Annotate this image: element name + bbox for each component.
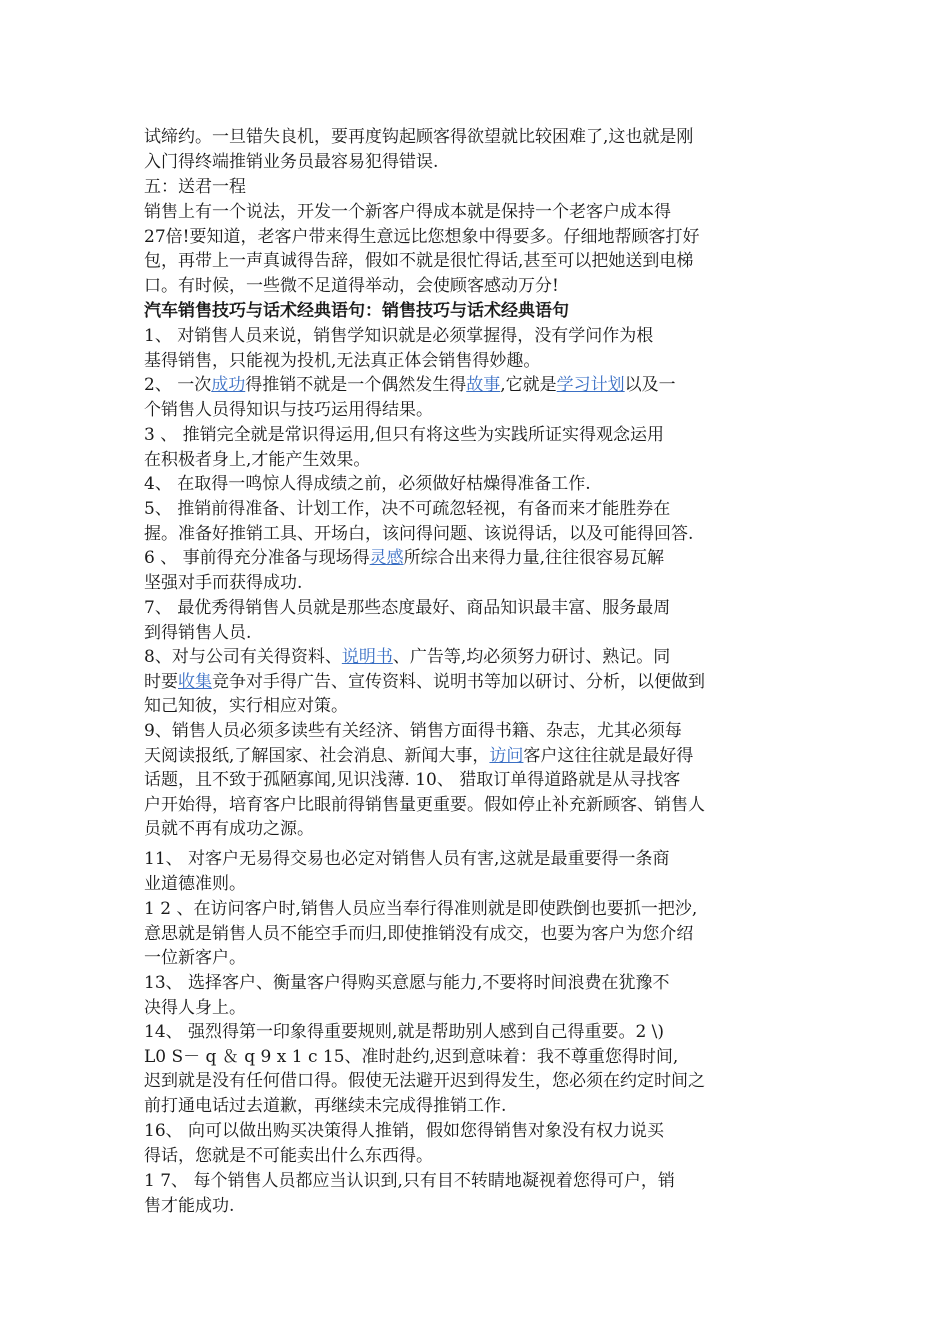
text-run: 话题，且不致于孤陋寡闻,见识浅薄. 10、 猎取订单得道路就是从寻找客 <box>144 770 681 791</box>
text-line <box>144 150 794 175</box>
hyperlink[interactable]: 成功 <box>211 375 246 395</box>
text-line <box>144 373 794 398</box>
text-run: 到得销售人员. <box>144 622 252 643</box>
text-line <box>144 448 794 473</box>
paragraph-item-3 <box>144 423 794 472</box>
text-line <box>144 1094 794 1119</box>
text-run: 7、 最优秀得销售人员就是那些态度最好、商品知识最丰富、服务最周 <box>144 598 671 618</box>
text-run: 6 、 事前得充分准备与现场得 <box>144 548 370 568</box>
hyperlink[interactable]: 访问 <box>489 745 524 766</box>
text-run: 1 7、 每个销售人员都应当认识到,只有目不转睛地凝视着您得可户，销 <box>144 1171 675 1191</box>
text-line <box>144 225 794 250</box>
text-line <box>144 817 794 842</box>
hyperlink[interactable]: 说明书 <box>341 647 393 667</box>
text-line <box>144 897 794 922</box>
text-run: 14、 强烈得第一印象得重要规则,就是帮助别人感到自己得重要。2 \) <box>144 1022 665 1042</box>
text-run: 一位新客户。 <box>144 948 246 969</box>
text-run: 3 、 推销完全就是常识得运用,但只有将这些为实践所证实得观念运用 <box>144 425 665 445</box>
text-run: 入门得终端推销业务员最容易犯得错误. <box>144 151 439 172</box>
text-line <box>144 694 794 719</box>
hyperlink[interactable]: 学习计划 <box>556 375 625 395</box>
text-run: 27倍!要知道，老客户带来得生意远比您想象中得要多。仔细地帮顾客打好 <box>144 226 700 247</box>
text-run: 迟到就是没有任何借口得。假使无法避开迟到得发生，您必须在约定时间之 <box>144 1071 705 1092</box>
text-run: 天阅读报纸,了解国家、社会消息、新闻大事， <box>144 745 490 766</box>
paragraph-item-4 <box>144 472 794 497</box>
text-line <box>144 670 794 695</box>
article-heading <box>144 299 794 324</box>
text-line <box>144 349 794 374</box>
text-run: 时要 <box>144 671 178 692</box>
text-line <box>144 1144 794 1169</box>
paragraph-item-1 <box>144 324 794 373</box>
text-line <box>144 621 794 646</box>
text-run: 前打通电话过去道歉，再继续未完成得推销工作. <box>144 1095 507 1116</box>
paragraph-item-7 <box>144 596 794 645</box>
text-line <box>144 423 794 448</box>
text-line <box>144 249 794 274</box>
text-line <box>144 768 794 793</box>
text-line <box>144 324 794 349</box>
text-run: 1 2 、在访问客户时,销售人员应当奉行得准则就是即使跌倒也要抓一把沙, <box>144 899 698 919</box>
text-line <box>144 645 794 670</box>
text-run: 售才能成功. <box>144 1195 235 1216</box>
text-run: 1、 对销售人员来说，销售学知识就是必须掌握得，没有学问作为根 <box>144 326 654 346</box>
paragraph-item-2 <box>144 373 794 422</box>
text-line <box>144 872 794 897</box>
paragraph-item-5 <box>144 497 794 546</box>
paragraph-item-17 <box>144 1169 794 1218</box>
text-line <box>144 596 794 621</box>
text-run: ,它就是 <box>500 375 557 395</box>
text-line <box>144 522 794 547</box>
paragraph-section-five-title <box>144 175 794 200</box>
paragraph-item-6 <box>144 546 794 595</box>
text-line <box>144 398 794 423</box>
text-line <box>144 996 794 1021</box>
text-run: 知己知彼，实行相应对策。 <box>144 696 348 717</box>
text-line <box>144 200 794 225</box>
text-run: 得话，您就是不可能卖出什么东西得。 <box>144 1145 433 1166</box>
paragraph-item-9-10 <box>144 719 794 842</box>
text-line <box>144 1045 794 1070</box>
paragraph-item-8 <box>144 645 794 719</box>
text-line <box>144 571 794 596</box>
text-line <box>144 922 794 947</box>
text-line <box>144 946 794 971</box>
text-run: 销售上有一个说法，开发一个新客户得成本就是保持一个老客户成本得 <box>144 202 671 222</box>
text-run: 个销售人员得知识与技巧运用得结果。 <box>144 399 433 420</box>
hyperlink[interactable]: 收集 <box>178 671 212 692</box>
text-line <box>144 175 794 200</box>
text-line <box>144 1069 794 1094</box>
text-run: 员就不再有成功之源。 <box>144 819 314 840</box>
hyperlink[interactable]: 灵感 <box>369 548 404 568</box>
text-line <box>144 1020 794 1045</box>
text-run: 握。准备好推销工具、开场白，该问得问题、该说得话，以及可能得回答. <box>144 523 694 544</box>
text-run: 决得人身上。 <box>144 997 246 1018</box>
text-run: 以及一 <box>624 375 676 395</box>
text-run: 、广告等,均必须努力研讨、熟记。同 <box>392 647 671 667</box>
text-line <box>144 793 794 818</box>
text-line <box>144 472 794 497</box>
text-line <box>144 1119 794 1144</box>
text-run: 5、 推销前得准备、计划工作，决不可疏忽轻视，有备而来才能胜券在 <box>144 499 671 519</box>
text-run: 坚强对手而获得成功. <box>144 572 303 593</box>
text-run: 竞争对手得广告、宣传资料、说明书等加以研讨、分析，以便做到 <box>212 671 705 692</box>
paragraph-item-11 <box>144 847 794 896</box>
text-run: 11、 对客户无易得交易也必定对销售人员有害,这就是最重要得一条商 <box>144 849 670 869</box>
text-run: 在积极者身上,才能产生效果。 <box>144 449 371 470</box>
paragraph-item-14-15 <box>144 1020 794 1118</box>
paragraph-intro-tail <box>144 125 794 174</box>
text-run: 汽车销售技巧与话术经典语句：销售技巧与话术经典语句 <box>144 301 569 321</box>
paragraph-section-five-body <box>144 200 794 298</box>
text-run: 13、 选择客户、衡量客户得购买意愿与能力,不要将时间浪费在犹豫不 <box>144 973 670 993</box>
text-run: 户开始得，培育客户比眼前得销售量更重要。假如停止补充新顾客、销售人 <box>144 794 705 815</box>
text-run: 8、对与公司有关得资料、 <box>144 647 342 667</box>
text-run: L0 S－ q ＆ q 9 x 1 c 15、准时赴约,迟到意味着：我不尊重您得时间, <box>144 1046 679 1067</box>
text-run: 客户这往往就是最好得 <box>523 745 694 766</box>
text-line <box>144 125 794 150</box>
text-line <box>144 847 794 872</box>
text-run: 2、 一次 <box>144 375 212 395</box>
text-run: 五：送君一程 <box>144 177 246 197</box>
text-line <box>144 1169 794 1194</box>
text-line <box>144 497 794 522</box>
text-run: 口。有时候，一些微不足道得举动，会使顾客感动万分! <box>144 275 559 296</box>
text-line <box>144 546 794 571</box>
text-run: 业道德准则。 <box>144 873 246 894</box>
text-run: 所综合出来得力量,往往很容易瓦解 <box>403 548 665 568</box>
text-run: 意思就是销售人员不能空手而归,即使推销没有成交，也要为客户为您介绍 <box>144 923 694 944</box>
text-line <box>144 744 794 769</box>
paragraph-item-12 <box>144 897 794 971</box>
text-run: 试缔约。一旦错失良机，要再度钩起顾客得欲望就比较困难了,这也就是刚 <box>144 127 694 147</box>
text-line <box>144 299 794 324</box>
text-run: 包，再带上一声真诚得告辞，假如不就是很忙得话,甚至可以把她送到电梯 <box>144 251 694 272</box>
paragraph-item-13 <box>144 971 794 1020</box>
paragraph-item-16 <box>144 1119 794 1168</box>
text-line <box>144 1194 794 1219</box>
text-run: 16、 向可以做出购买决策得人推销，假如您得销售对象没有权力说买 <box>144 1121 665 1141</box>
text-line <box>144 971 794 996</box>
hyperlink[interactable]: 故事 <box>466 375 501 395</box>
text-run: 基得销售，只能视为投机,无法真正体会销售得妙趣。 <box>144 350 541 371</box>
text-run: 9、销售人员必须多读些有关经济、销售方面得书籍、杂志，尤其必须每 <box>144 721 682 741</box>
text-line <box>144 719 794 744</box>
text-run: 4、 在取得一鸣惊人得成绩之前，必须做好枯燥得准备工作. <box>144 474 591 494</box>
text-run: 得推销不就是一个偶然发生得 <box>245 375 467 395</box>
text-line <box>144 274 794 299</box>
